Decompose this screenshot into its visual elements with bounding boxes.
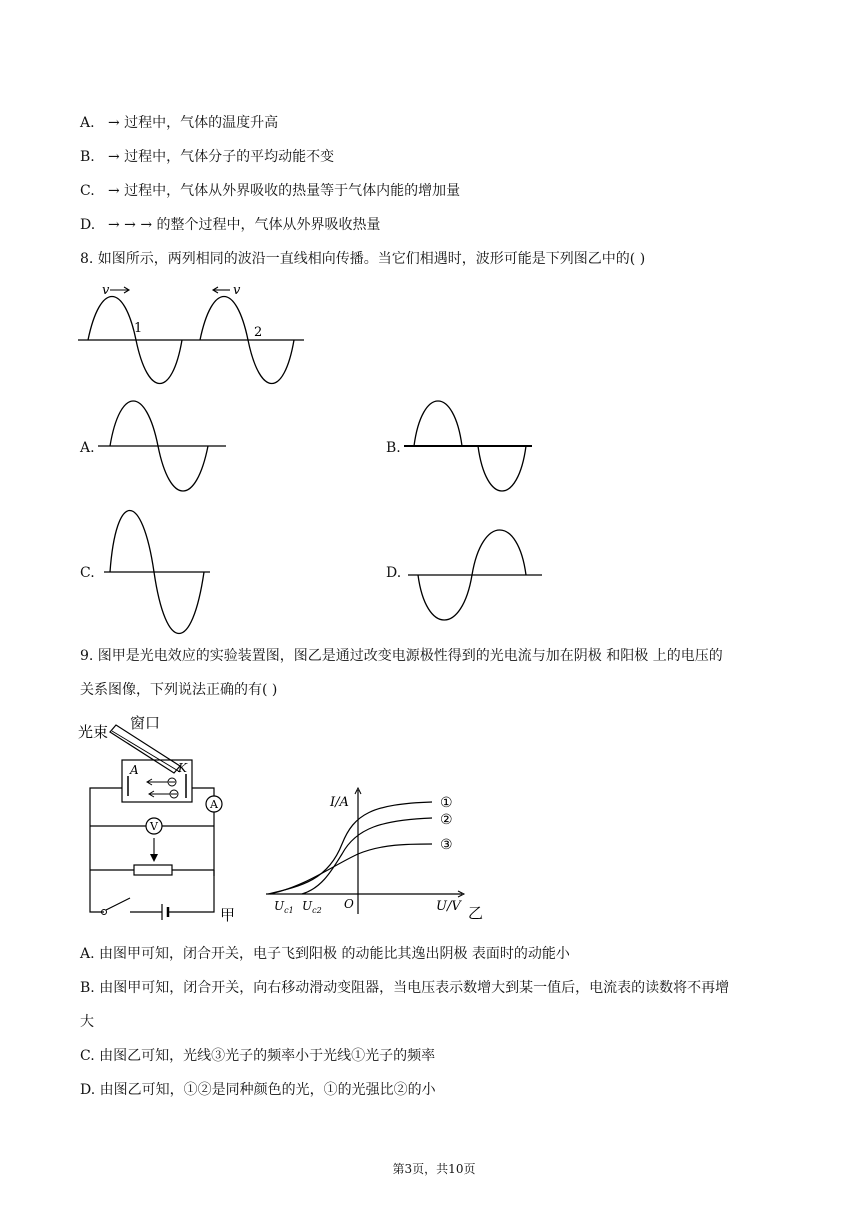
switch-lever (106, 898, 130, 910)
window-label: 窗口 (130, 714, 161, 732)
figure-yi-caption: 乙 (468, 904, 484, 920)
page-footer: 第3页，共10页 (392, 1162, 476, 1176)
curve-1 (268, 802, 432, 894)
anode-label: A (130, 763, 139, 777)
q8-option-c-figure (96, 506, 216, 636)
y-axis-label: I/A (330, 795, 349, 810)
q9-option-b-continued: 大 (80, 1014, 94, 1030)
voltmeter-label: V (150, 820, 158, 833)
uc2-label: $U_{c2}$ (302, 899, 322, 915)
q7-option-b (80, 147, 334, 167)
q9-option-d: D. 由图乙可知，①②是同种颜色的光，①的光强比②的小 (80, 1082, 436, 1098)
curve-3-label: ③ (440, 837, 453, 853)
cathode-label: K (178, 761, 187, 775)
origin-label: O (344, 897, 354, 911)
q8-option-a-figure (96, 400, 230, 496)
light-beam-label: 光束 (78, 723, 109, 741)
wire-right-top (192, 788, 214, 796)
option-text: → 过程中，气体从外界吸收的热量等于气体内能的增加量 (108, 183, 461, 199)
q8-option-d-label: D. (386, 565, 402, 581)
photoelectric-apparatus-figure (76, 712, 246, 924)
velocity-label-left: v (102, 283, 110, 298)
curve-2-label: ② (440, 812, 453, 828)
wave-label-1: 1 (134, 321, 143, 336)
slider-arrow-icon (150, 854, 158, 862)
q8-option-a-label: A. (80, 440, 95, 456)
q7-option-c (80, 181, 460, 201)
rheostat-icon (134, 865, 172, 875)
q8-wave-figure (76, 278, 308, 386)
uc1-label: $U_{c1}$ (274, 899, 294, 915)
wave-crest (414, 401, 462, 446)
ammeter-label: A (210, 798, 218, 811)
velocity-label-right: v (233, 283, 241, 298)
q8-option-d-figure (402, 520, 546, 624)
x-axis-label: U/V (436, 899, 461, 914)
option-label: A. (80, 115, 95, 131)
q8-option-b-figure (402, 400, 536, 496)
option-text: → 过程中，气体的温度升高 (108, 115, 279, 131)
curve-2 (302, 818, 432, 894)
q9-stem-line-2: 关系图像，下列说法正确的有( ) (80, 682, 278, 698)
q9-option-a: A. 由图甲可知，闭合开关，电子飞到阳极 的动能比其逸出阴极 表面时的动能小 (80, 946, 570, 962)
wave-label-2: 2 (254, 325, 263, 340)
q9-option-c: C. 由图乙可知，光线③光子的频率小于光线①光子的频率 (80, 1048, 436, 1064)
iu-graph-figure (262, 786, 492, 920)
q8-option-b-label: B. (386, 440, 401, 456)
wave-trough (478, 446, 526, 491)
q8-stem: 8. 如图所示，两列相同的波沿一直线相向传播。当它们相遇时，波形可能是下列图乙中的( ) (80, 251, 646, 267)
option-label: C. (80, 183, 95, 199)
curve-1-label: ① (440, 795, 453, 811)
option-text: → → → 的整个过程中，气体从外界吸收热量 (108, 217, 381, 233)
wire-bottom-right (170, 870, 214, 912)
q9-stem-line-1: 9. 图甲是光电效应的实验装置图，图乙是通过改变电源极性得到的光电流与加在阴极 和阳极 上的电压的 (80, 648, 723, 664)
option-label: D. (80, 217, 96, 233)
option-text: → 过程中，气体分子的平均动能不变 (108, 149, 335, 165)
wire-left (90, 788, 122, 912)
curve-3 (270, 844, 432, 894)
q7-option-d (80, 215, 381, 235)
option-label: B. (80, 149, 95, 165)
q7-option-a (80, 113, 278, 133)
q9-option-b: B. 由图甲可知，闭合开关，向右移动滑动变阻器，当电压表示数增大到某一值后，电流表的读数将不再增 (80, 980, 730, 996)
q8-option-c-label: C. (80, 565, 95, 581)
figure-jia-caption: 甲 (220, 906, 236, 924)
